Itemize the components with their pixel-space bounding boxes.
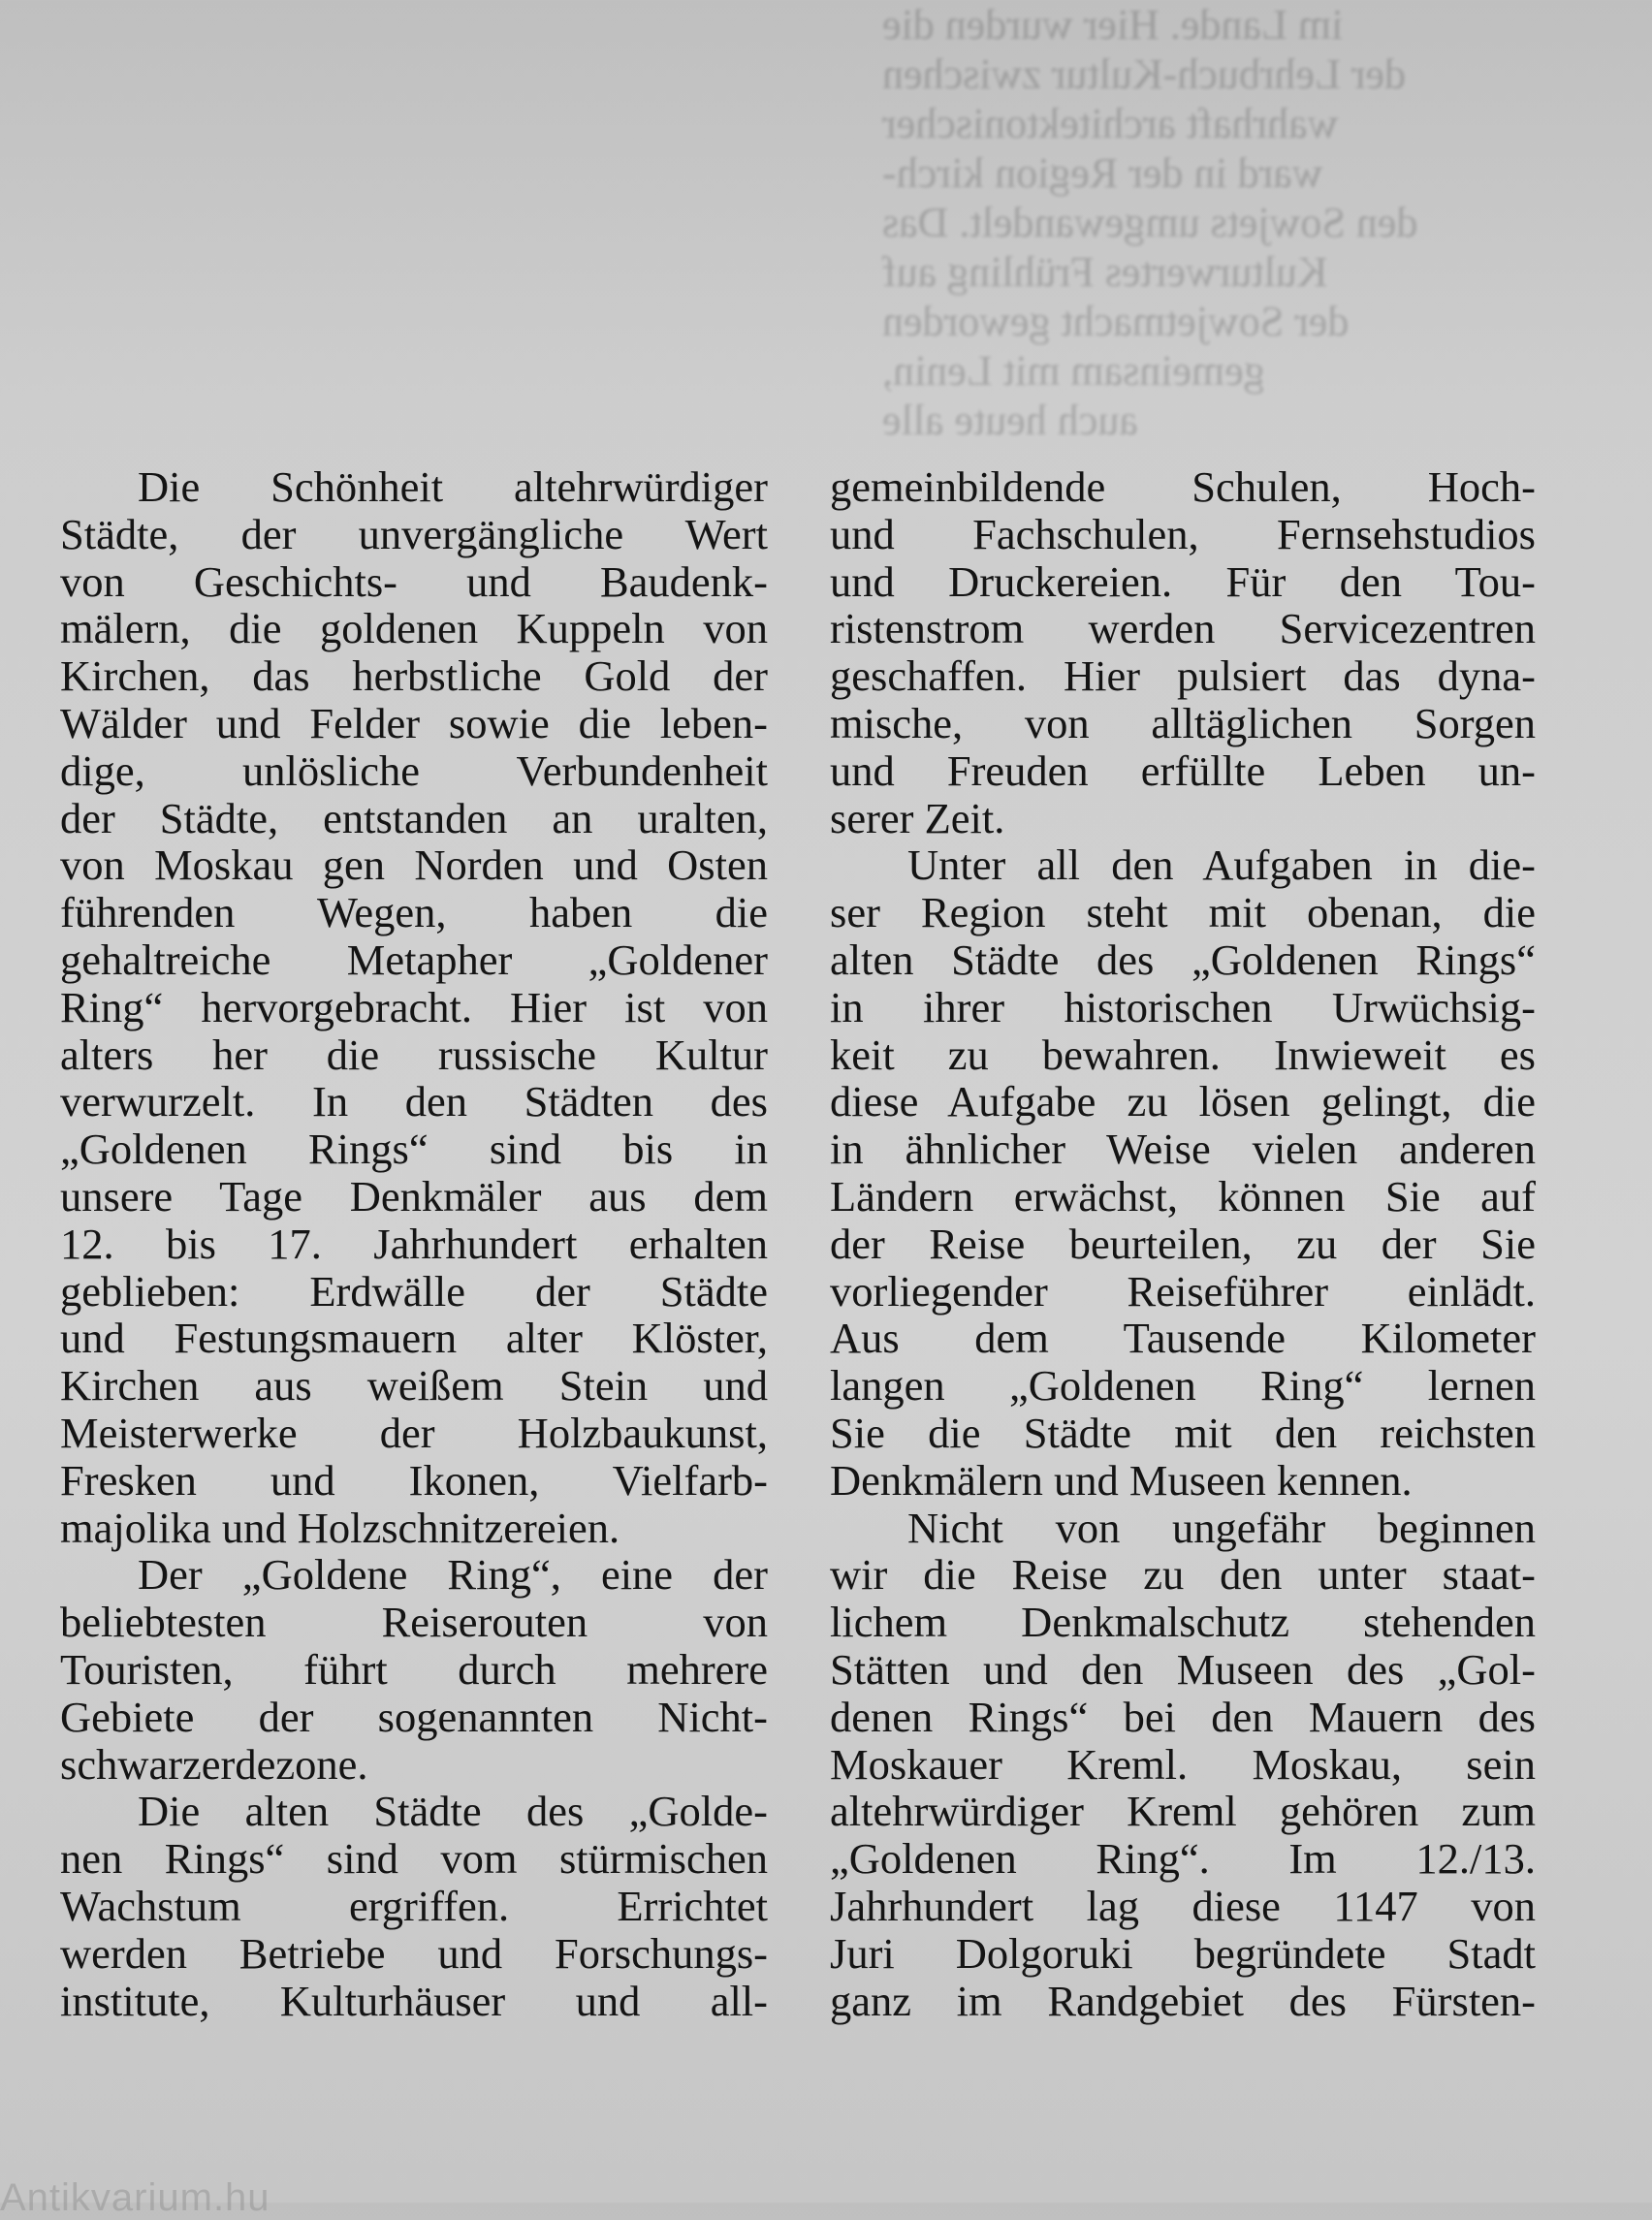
text-line: Wachstum ergriffen. Errichtet [60, 1881, 768, 1930]
text-line: mälern, die goldenen Kuppeln von [60, 604, 768, 653]
text-line: Meisterwerke der Holzbaukunst, [60, 1408, 768, 1457]
text-line: Fresken und Ikonen, Vielfarb- [60, 1455, 768, 1505]
text-line: majolika und Holzschnitzereien. [60, 1503, 620, 1552]
text-line: mische, von alltäglichen Sorgen [830, 698, 1536, 747]
text-line: ganz im Randgebiet des Fürsten- [830, 1976, 1536, 2025]
text-line: Wälder und Felder sowie die leben- [60, 698, 768, 747]
text-line: Juri Dolgoruki begründete Stadt [830, 1928, 1536, 1978]
bleed-through-text [843, 0, 1652, 456]
bleed-line: Kulturwertes Frühling auf [882, 248, 1328, 296]
watermark: Antikvarium.hu [0, 2176, 270, 2219]
text-line: altehrwürdiger Kreml gehören zum [830, 1787, 1536, 1836]
bleed-line: gemeinsam mit Lenin, [882, 347, 1265, 395]
text-line: wir die Reise zu den unter staat- [830, 1550, 1536, 1600]
text-line: verwurzelt. In den Städten des [60, 1077, 768, 1126]
text-line: Ländern erwächst, können Sie auf [830, 1171, 1536, 1221]
text-line: werden Betriebe und Forschungs- [60, 1928, 768, 1978]
bleed-line: wahrhaft architektonischer [882, 100, 1339, 147]
text-line: der Städte, entstanden an uralten, [60, 793, 768, 842]
text-line: dige, unlösliche Verbundenheit [60, 745, 768, 795]
right-text-column [830, 463, 1536, 2024]
text-line: und Fachschulen, Fernsehstudios [830, 509, 1536, 558]
bleed-line: den Sowjets umgewandelt. Das [882, 199, 1418, 246]
text-line: ristenstrom werden Servicezentren [830, 604, 1536, 653]
text-line: Die alten Städte des „Golde- [138, 1787, 768, 1836]
text-line: beliebtesten Reiserouten von [60, 1598, 768, 1647]
text-line: alten Städte des „Goldenen Rings“ [830, 935, 1536, 984]
bleed-line: im Lande. Hier wurden die [882, 1, 1344, 48]
text-line: Stätten und den Museen des „Gol- [830, 1644, 1536, 1694]
text-line: und Festungsmauern alter Klöster, [60, 1314, 768, 1363]
text-line: Der „Goldene Ring“, eine der [138, 1550, 768, 1600]
text-line: Die Schönheit altehrwürdiger [138, 462, 768, 511]
text-line: Ring“ hervorgebracht. Hier ist von [60, 982, 768, 1031]
text-line: 12. bis 17. Jahrhundert erhalten [60, 1219, 768, 1268]
text-line: in ihrer historischen Urwüchsig- [830, 982, 1536, 1031]
text-line: Städte, der unvergängliche Wert [60, 509, 768, 558]
left-text-column [60, 463, 768, 2024]
text-line: „Goldenen Ring“. Im 12./13. [830, 1834, 1536, 1884]
text-line: gemeinbildende Schulen, Hoch- [830, 462, 1536, 511]
text-line: nen Rings“ sind vom stürmischen [60, 1834, 768, 1884]
bleed-line: der Sowjetmacht geworden [882, 298, 1350, 345]
text-line: Sie die Städte mit den reichsten [830, 1408, 1536, 1457]
text-line: gehaltreiche Metapher „Goldener [60, 935, 768, 984]
text-line: unsere Tage Denkmäler aus dem [60, 1171, 768, 1221]
text-line: schwarzerdezone. [60, 1739, 368, 1789]
text-line: Aus dem Tausende Kilometer [830, 1314, 1536, 1363]
text-line: langen „Goldenen Ring“ lernen [830, 1361, 1536, 1411]
text-line: Kirchen, das herbstliche Gold der [60, 651, 768, 701]
text-line: keit zu bewahren. Inwieweit es [830, 1030, 1536, 1079]
text-line: denen Rings“ bei den Mauern des [830, 1692, 1536, 1741]
text-line: führenden Wegen, haben die [60, 888, 768, 937]
text-line: Nicht von ungefähr beginnen [907, 1503, 1536, 1552]
text-line: Unter all den Aufgaben in die- [907, 840, 1536, 890]
text-line: von Moskau gen Norden und Osten [60, 840, 768, 890]
text-line: ser Region steht mit obenan, die [830, 888, 1536, 937]
text-line: von Geschichts- und Baudenk- [60, 556, 768, 606]
text-line: „Goldenen Rings“ sind bis in [60, 1125, 768, 1174]
text-line: und Freuden erfüllte Leben un- [830, 745, 1536, 795]
text-line: diese Aufgabe zu lösen gelingt, die [830, 1077, 1536, 1126]
text-line: vorliegender Reiseführer einlädt. [830, 1266, 1536, 1316]
text-line: Gebiete der sogenannten Nicht- [60, 1692, 768, 1741]
bleed-line: ward in der Region kirch- [882, 149, 1323, 197]
text-line: in ähnlicher Weise vielen anderen [830, 1125, 1536, 1174]
text-line: Moskauer Kreml. Moskau, sein [830, 1739, 1536, 1789]
text-line: Touristen, führt durch mehrere [60, 1644, 768, 1694]
text-line: Jahrhundert lag diese 1147 von [830, 1881, 1536, 1930]
bleed-line: der Lehrbuch-Kultur zwischen [882, 50, 1407, 98]
text-line: serer Zeit. [830, 793, 1005, 842]
text-line: alters her die russische Kultur [60, 1030, 768, 1079]
text-line: der Reise beurteilen, zu der Sie [830, 1219, 1536, 1268]
text-line: lichem Denkmalschutz stehenden [830, 1598, 1536, 1647]
text-line: Kirchen aus weißem Stein und [60, 1361, 768, 1411]
text-line: geschaffen. Hier pulsiert das dyna- [830, 651, 1536, 701]
text-line: und Druckereien. Für den Tou- [830, 556, 1536, 606]
bleed-line: auch heute alle [882, 396, 1138, 444]
text-line: geblieben: Erdwälle der Städte [60, 1266, 768, 1316]
text-line: Denkmälern und Museen kennen. [830, 1455, 1413, 1505]
text-line: institute, Kulturhäuser und all- [60, 1976, 768, 2025]
